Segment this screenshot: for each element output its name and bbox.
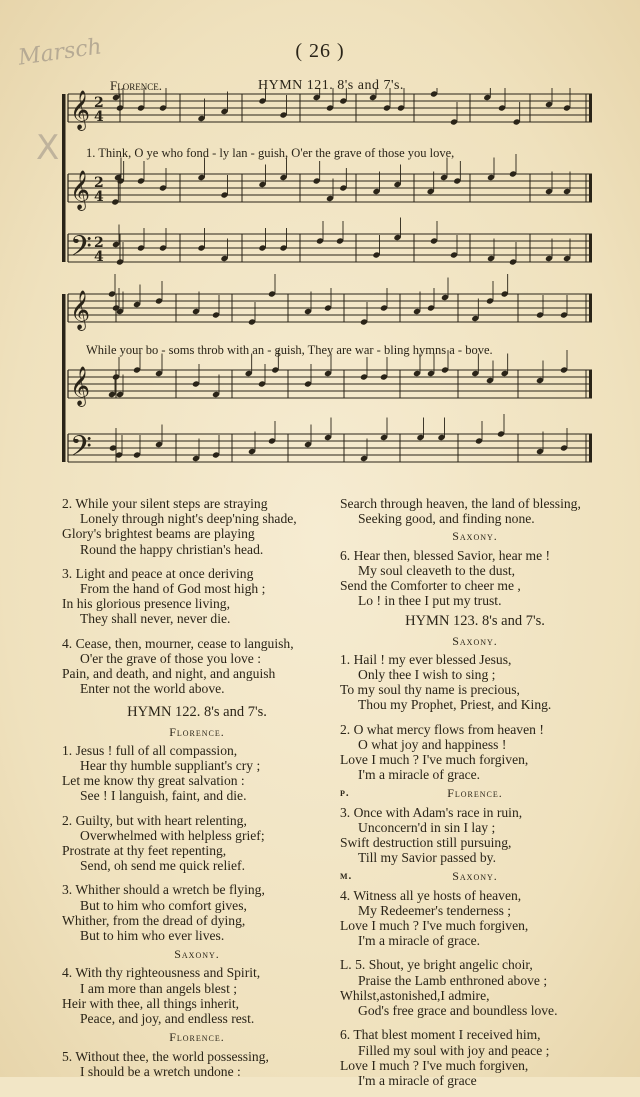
verse-line: 6. That blest moment I received him, — [340, 1027, 541, 1043]
treble-clef: 𝄞 — [70, 170, 91, 210]
verse-line: O'er the grave of those you love : — [80, 650, 261, 666]
hymn-122-title: HYMN 122. 8's and 7's. — [127, 704, 267, 721]
verse-line: Unconcern'd in sin I lay ; — [358, 819, 496, 835]
stanza — [340, 1027, 610, 1088]
verse-line: 2. Guilty, but with heart relenting, — [62, 812, 247, 828]
verse-line: I am more than angels blest ; — [80, 980, 238, 996]
treble-clef: 𝄞 — [70, 290, 91, 330]
time-signature: 2 — [94, 175, 104, 191]
stanza — [62, 882, 332, 943]
verse-line: Pain, and death, and night, and anguish — [62, 666, 276, 682]
verse-line: Only thee I wish to sing ; — [358, 667, 496, 683]
verse-line: 2. While your silent steps are straying — [62, 496, 268, 511]
system-bracket — [62, 94, 66, 262]
stanza — [340, 548, 610, 609]
verse-line: I should be a wretch undone : — [80, 1063, 241, 1079]
verse-line: My soul cleaveth to the dust, — [358, 562, 516, 578]
verse-line: They shall never, never die. — [80, 611, 231, 627]
verse-line: To my soul thy name is precious, — [340, 682, 520, 698]
tune-name: Florence. — [110, 78, 162, 93]
verse-line: Glory's brightest beams are playing — [62, 526, 255, 542]
verse-line: From the hand of God most high ; — [80, 581, 266, 597]
final-barline — [589, 174, 592, 202]
dynamic-mark: m. — [340, 870, 353, 883]
system-bracket — [62, 294, 66, 462]
final-barline — [589, 370, 592, 398]
verse-line: Search through heaven, the land of blessing, — [340, 496, 581, 511]
verse-line: Heir with thee, all things inherit, — [62, 995, 240, 1011]
verse-line: But to him who ever lives. — [80, 928, 225, 944]
verse-line: My Redeemer's tenderness ; — [358, 902, 512, 918]
hymn-title: HYMN 121. 8's and 7's. — [258, 78, 404, 93]
verse-line: Prostrate at thy feet repenting, — [62, 843, 227, 859]
dynamic-mark: p. — [340, 787, 350, 800]
stanza — [62, 743, 332, 804]
verse-line: 4. Cease, then, mourner, cease to languish, — [62, 635, 294, 651]
verse-line: Let me know thy great salvation : — [62, 773, 245, 789]
verse-line: Love I much ? I've much forgiven, — [340, 1057, 529, 1073]
time-signature: 4 — [94, 189, 104, 205]
verse-line: Overwhelmed with helpless grief; — [80, 827, 265, 843]
verse-line: Love I much ? I've much forgiven, — [340, 918, 529, 934]
stanza — [62, 566, 332, 627]
lyric-line-2: While your bo - soms throb with an - guish, They are war - bling hymns a - bove. — [86, 343, 493, 357]
hymn-123-title: HYMN 123. 8's and 7's. — [405, 613, 545, 630]
time-signature: 2 — [94, 95, 104, 111]
tune-label: Florence. — [169, 724, 225, 739]
stanza — [340, 888, 610, 949]
time-signature: 4 — [94, 249, 104, 265]
verse-line: 4. With thy righteousness and Spirit, — [62, 965, 261, 981]
stanza — [62, 813, 332, 874]
pencil-annotation: Marsch — [16, 34, 104, 71]
stanza — [340, 957, 610, 1018]
stanza — [62, 965, 332, 1026]
verse-line: See ! I languish, faint, and die. — [80, 788, 247, 804]
verse-line: Enter not the world above. — [80, 681, 225, 697]
tune-label: Saxony. — [174, 947, 220, 962]
stanza — [62, 636, 332, 697]
verse-line: In his glorious presence living, — [62, 596, 231, 612]
verse-line: Love I much ? I've much forgiven, — [340, 752, 529, 768]
final-barline — [589, 234, 592, 262]
left-column — [62, 496, 332, 1088]
treble-clef: 𝄞 — [70, 366, 91, 406]
tune-label-row — [340, 786, 610, 801]
verse-line: Till my Savior passed by. — [358, 850, 496, 866]
verse-line: 5. Without thee, the world possessing, — [62, 1048, 269, 1064]
final-barline — [589, 294, 592, 322]
right-column — [340, 496, 610, 1097]
final-barline — [589, 434, 592, 462]
verse-line: 2. O what mercy flows from heaven ! — [340, 721, 544, 737]
bass-clef: 𝄢 — [70, 430, 92, 470]
verse-line: I'm a miracle of grace — [358, 1072, 477, 1088]
tune-label: Florence. — [447, 786, 503, 801]
verse-line: O what joy and happiness ! — [358, 736, 507, 752]
verse-line: Lonely through night's deep'ning shade, — [80, 511, 297, 527]
tune-label: Florence. — [169, 1030, 225, 1045]
time-signature: 4 — [94, 109, 104, 125]
verse-line: 3. Light and peace at once deriving — [62, 565, 254, 581]
verse-line: 3. Once with Adam's race in ruin, — [340, 804, 523, 820]
verse-line: Hear thy humble suppliant's cry ; — [80, 758, 261, 774]
final-barline — [589, 94, 592, 122]
verse-line: 1. Jesus ! full of all compassion, — [62, 742, 238, 758]
verse-line: 3. Whither should a wretch be flying, — [62, 882, 265, 898]
tune-label: Saxony. — [452, 633, 498, 648]
verse-line: But to him who comfort gives, — [80, 897, 247, 913]
tune-label: Saxony. — [452, 869, 498, 884]
stanza — [62, 1049, 332, 1079]
verse-line: Thou my Prophet, Priest, and King. — [358, 697, 552, 713]
verse-line: Round the happy christian's head. — [80, 541, 264, 557]
verse-line: 6. Hear then, blessed Savior, hear me ! — [340, 547, 551, 563]
verse-line: Swift destruction still pursuing, — [340, 835, 512, 851]
verse-line: Peace, and joy, and endless rest. — [80, 1011, 255, 1027]
lyric-line-1: 1. Think, O ye who fond - ly lan - guish, O'er the grave of those you love, — [86, 146, 455, 160]
bass-clef: 𝄢 — [70, 230, 92, 270]
verse-line: Filled my soul with joy and peace ; — [358, 1042, 550, 1058]
verse-line: I'm a miracle of grace. — [358, 767, 481, 783]
time-signature: 2 — [94, 235, 104, 251]
verse-line: Whither, from the dread of dying, — [62, 912, 246, 928]
verse-line: Lo ! in thee I put my trust. — [358, 593, 502, 609]
verse-line: 4. Witness all ye hosts of heaven, — [340, 887, 522, 903]
stanza — [340, 496, 610, 526]
tune-label: Saxony. — [452, 529, 498, 544]
verse-line: Send the Comforter to cheer me , — [340, 578, 521, 594]
verse-line: Whilst,astonished,I admire, — [340, 987, 490, 1003]
stanza — [62, 496, 332, 557]
stanza — [340, 805, 610, 866]
treble-clef: 𝄞 — [70, 90, 91, 130]
verse-line: Seeking good, and finding none. — [358, 511, 535, 527]
tune-label-row — [340, 869, 610, 884]
pencil-mark: X — [36, 128, 60, 168]
verse-line: L. 5. Shout, ye bright angelic choir, — [340, 957, 533, 973]
verse-line: 1. Hail ! my ever blessed Jesus, — [340, 651, 512, 667]
stanza — [340, 722, 610, 783]
stanza — [340, 652, 610, 713]
page-number: ( 26 ) — [295, 40, 345, 62]
verse-line: I'm a miracle of grace. — [358, 933, 481, 949]
verse-line: God's free grace and boundless love. — [358, 1003, 558, 1019]
verse-line: Praise the Lamb enthroned above ; — [358, 972, 548, 988]
verse-line: Send, oh send me quick relief. — [80, 858, 245, 874]
